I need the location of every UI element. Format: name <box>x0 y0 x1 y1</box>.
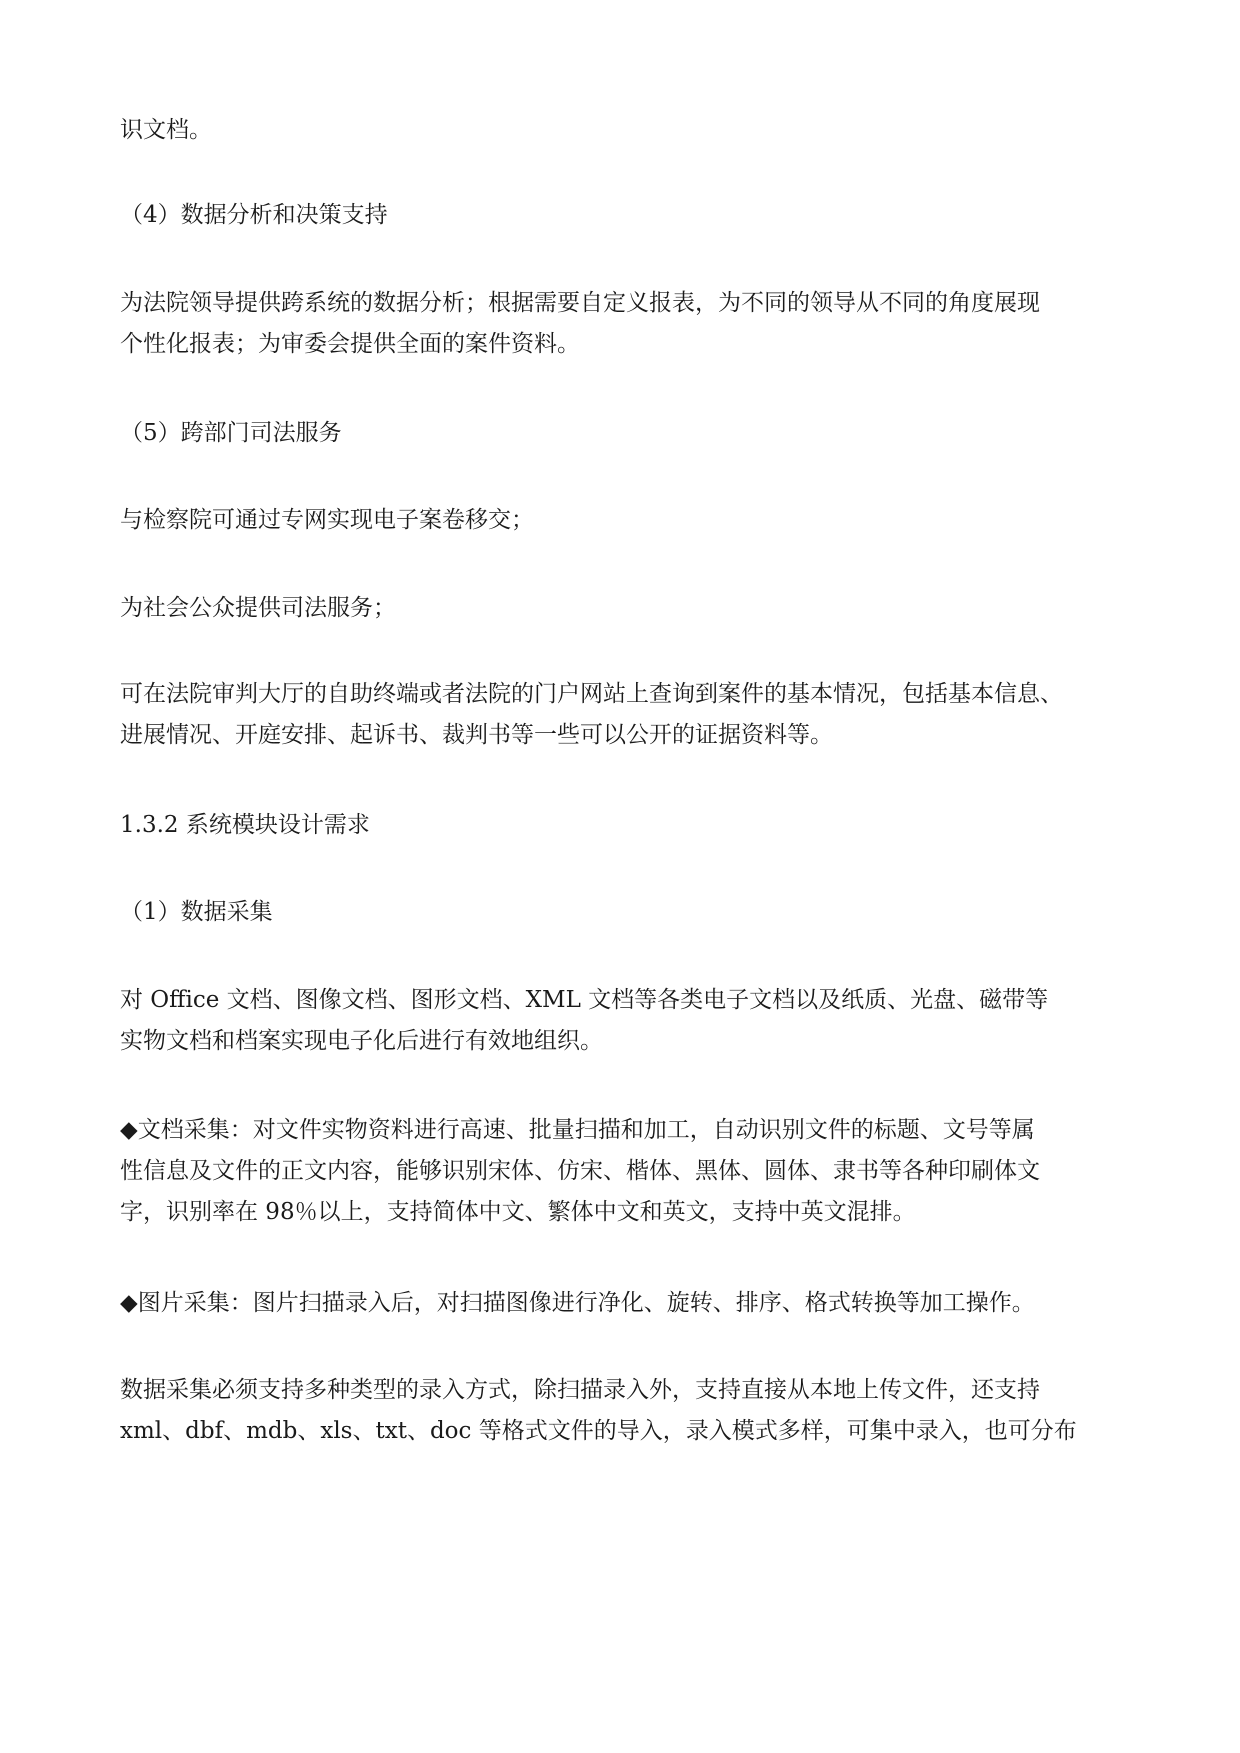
section-heading-1-3-2 <box>120 805 1130 846</box>
text-line: 为社会公众提供司法服务； <box>120 595 396 621</box>
bullet-image-collection <box>120 1283 1130 1324</box>
text-line: 个性化报表；为审委会提供全面的案件资料。 <box>120 331 580 357</box>
text-line: 数据采集必须支持多种类型的录入方式，除扫描录入外，支持直接从本地上传文件，还支持 <box>120 1377 1040 1403</box>
text-line: 字，识别率在 98％以上，支持简体中文、繁体中文和英文，支持中英文混排。 <box>120 1199 916 1225</box>
heading-data-collection <box>120 892 1130 933</box>
bullet-document-collection <box>120 1110 1130 1233</box>
text-line: 识文档。 <box>120 117 212 143</box>
heading-judicial-service <box>120 413 1130 454</box>
text-line: xml、dbf、mdb、xls、txt、doc 等格式文件的导入，录入模式多样，可集中录入，也可分布 <box>120 1418 1077 1444</box>
paragraph-input-methods <box>120 1370 1130 1452</box>
text-line: 进展情况、开庭安排、起诉书、裁判书等一些可以公开的证据资料等。 <box>120 722 833 748</box>
text-line: （4）数据分析和决策支持 <box>120 202 388 228</box>
text-line: ◆文档采集：对文件实物资料进行高速、批量扫描和加工，自动识别文件的标题、文号等属 <box>120 1117 1035 1143</box>
text-line: （1）数据采集 <box>120 899 273 925</box>
paragraph-data-analysis <box>120 283 1130 365</box>
text-line: 可在法院审判大厅的自助终端或者法院的门户网站上查询到案件的基本情况，包括基本信息、 <box>120 681 1063 707</box>
text-line: 为法院领导提供跨系统的数据分析；根据需要自定义报表，为不同的领导从不同的角度展现 <box>120 290 1040 316</box>
paragraph-procuratorate <box>120 500 1130 541</box>
text-line: 对 Office 文档、图像文档、图形文档、XML 文档等各类电子文档以及纸质、光盘、磁带等 <box>120 987 1049 1013</box>
text-line: 1.3.2 系统模块设计需求 <box>120 812 370 838</box>
text-line: 与检察院可通过专网实现电子案卷移交； <box>120 507 534 533</box>
text-line: （5）跨部门司法服务 <box>120 420 342 446</box>
text-line: 性信息及文件的正文内容，能够识别宋体、仿宋、楷体、黑体、圆体、隶书等各种印刷体文 <box>120 1158 1040 1184</box>
paragraph-self-service <box>120 674 1130 756</box>
heading-data-analysis <box>120 195 1130 236</box>
text-line: ◆图片采集：图片扫描录入后，对扫描图像进行净化、旋转、排序、格式转换等加工操作。 <box>120 1290 1035 1316</box>
paragraph-continuation <box>120 110 1130 151</box>
paragraph-document-types <box>120 980 1130 1062</box>
paragraph-public-service <box>120 588 1130 629</box>
text-line: 实物文档和档案实现电子化后进行有效地组织。 <box>120 1028 603 1054</box>
